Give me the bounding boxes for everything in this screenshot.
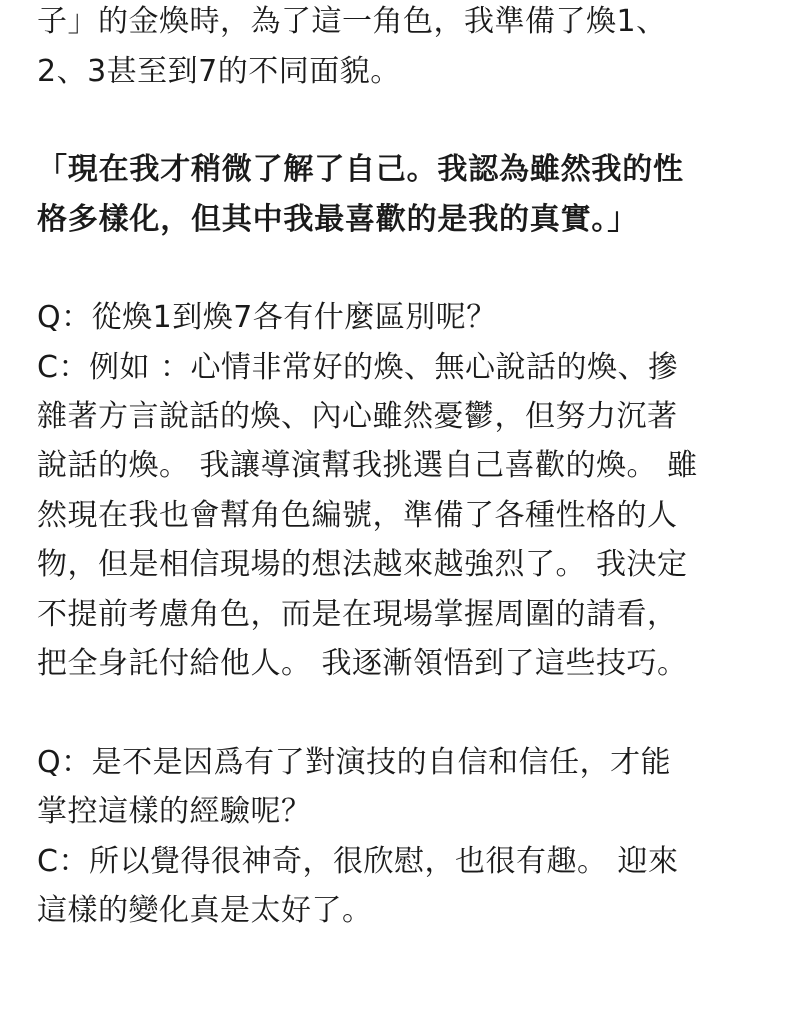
quote-line-2: 格多樣化，但其中我最喜歡的是我的真實。」 (37, 202, 638, 237)
intro-line-1: 子」的金煥時，為了這一角色，我準備了煥1、 (37, 4, 667, 39)
intro-line-2: 2、3甚至到7的不同面貌。 (37, 54, 401, 89)
question-2-line-1: Q：是不是因爲有了對演技的自信和信任，才能 (37, 745, 672, 780)
question-2-line-2: 掌控這樣的經驗呢？ (37, 794, 312, 829)
answer-1-line-4: 然現在我也會幫角色編號，準備了各種性格的人 (37, 498, 678, 533)
question-1: Q：從煥1到煥7各有什麼區別呢？ (37, 300, 497, 335)
answer-1-line-3: 說話的煥。 我讓導演幫我挑選自己喜歡的煥。 雖 (37, 448, 698, 483)
answer-2-line-1: C：所以覺得很神奇，很欣慰，也很有趣。 迎來 (37, 844, 679, 879)
answer-1-line-1: C：例如 ：心情非常好的煥、無心說話的煥、摻 (37, 350, 679, 385)
quote-line-1: 「現在我才稍微了解了自己。我認為雖然我的性 (37, 152, 684, 187)
answer-2-line-2: 這樣的變化真是太好了。 (37, 893, 373, 928)
answer-1-line-6: 不提前考慮角色，而是在現場掌握周圍的請看， (37, 597, 678, 632)
answer-1-line-5: 物，但是相信現場的想法越來越強烈了。 我決定 (37, 547, 688, 582)
answer-1-line-2: 雜著方言說話的煥、內心雖然憂鬱，但努力沉著 (37, 399, 678, 434)
answer-1-line-7: 把全身託付給他人。 我逐漸領悟到了這些技巧。 (37, 646, 688, 681)
